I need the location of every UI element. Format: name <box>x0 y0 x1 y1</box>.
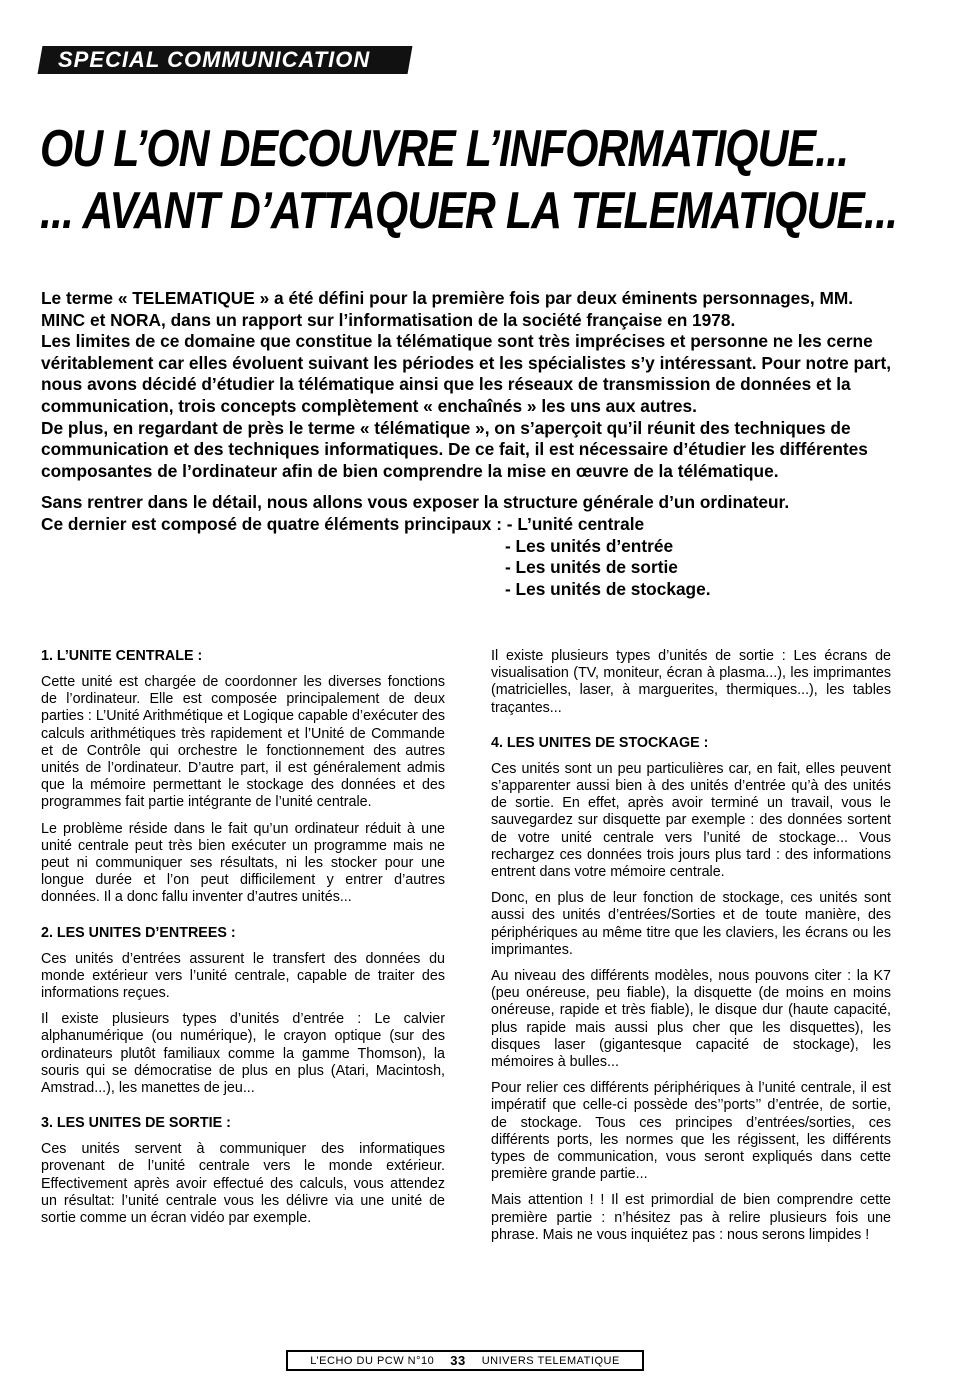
article-column-right <box>491 648 891 1253</box>
body-paragraph: Au niveau des différents modèles, nous pouvons citer : la K7 (peu onéreuse, peu fiable), la disquette (de moins en moins onéreuse, rapide et très fiable), le disque dur (haute capacité, plus rapide mais aussi plus cher que les disquettes), les disques laser (gigantesque capacité de stockage), les mémoires à bulles... <box>491 968 891 1071</box>
intro-paragraph-2: Les limites de ce domaine que constitue la télématique sont très imprécises et personne ne les cerne véritablement car elles évoluent suivant les périodes et les spécialistes s’y intéressant. Pour notre part, nous avons décidé d’étudier la télématique ainsi que les réseaux de transmission de données et la communication, trois concepts complètement « enchaînés » les uns aux autres. <box>41 331 892 416</box>
section-tag-label: SPECIAL COMMUNICATION <box>58 47 371 72</box>
body-paragraph: Ces unités servent à communiquer des informatiques provenant de l’unité centrale vers le monde extérieur. Effectivement après avoir effectué des calculs, vous attendez un résultat: l’unité centrale vous les délivre via une unité de sortie comme un écran vidéo par exemple. <box>41 1141 445 1227</box>
intro-list-item: - Les unités d’entrée <box>505 535 674 556</box>
intro-list-item: - Les unités de stockage. <box>505 578 711 599</box>
article-column-left <box>41 648 445 1236</box>
intro-block <box>41 288 901 600</box>
page-title-line-1: OU L’ON DECOUVRE L’INFORMATIQUE... <box>40 120 849 178</box>
section-heading-unites-stockage: 4. LES UNITES DE STOCKAGE : <box>491 734 709 751</box>
intro-paragraph-4: Sans rentrer dans le détail, nous allons vous exposer la structure générale d’un ordinateur. <box>41 492 790 513</box>
intro-paragraph-3: De plus, en regardant de près le terme « télématique », on s’aperçoit qu’il réunit des techniques de communication et des techniques informatiques. De ce fait, il est nécessaire d’étudier les différentes composantes de l’ordinateur afin de bien comprendre la mise en œuvre de la télématique. <box>41 417 868 481</box>
body-paragraph: Le problème réside dans le fait qu’un ordinateur réduit à une unité centrale peut très bien exécuter un programme mais ne peut ni communiquer ses résultats, ni les stocker pour une longue durée et l’on peut difficilement y entrer d’autres données. Il a donc fallu inventer d’autres unités... <box>41 820 445 906</box>
components-list <box>41 536 901 601</box>
intro-list-item: - L’unité centrale <box>506 513 645 534</box>
body-paragraph: Ces unités d’entrées assurent le transfert des données du monde extérieur vers l’unité centrale, capable de traiter des informations reçues. <box>41 950 445 1002</box>
intro-paragraph-5 <box>41 514 901 536</box>
section-tag <box>38 46 413 74</box>
page-title-line-2: ... AVANT D’ATTAQUER LA TELEMATIQUE... <box>40 182 898 240</box>
body-paragraph: Ces unités sont un peu particulières car, en fait, elles peuvent s’apparenter aussi bien à des unités d’entrée qu’à des unités de sortie. En effet, après avoir terminé un travail, vous le sauvegardez sur disquette par exemple : des données sortent de votre unité centrale vers l’unité de stockage... Vous rechargez ces données trois jours plus tard : des informations entrent dans votre mémoire centrale. <box>491 760 891 881</box>
body-paragraph: Il existe plusieurs types d’unités de sortie : Les écrans de visualisation (TV, moniteur, écran à plasma...), les imprimantes (matricielles, laser, à marguerites, thermiques...), les tables traçantes... <box>491 648 891 716</box>
body-paragraph: Pour relier ces différents périphériques à l’unité centrale, il est impératif que celle-ci possède des’’ports’’ d’entrée, de sortie, de stockage. Tous ces principes d’entrées/sorties, ces différents ports, les normes que les régissent, les différents types de communication, vous seront expliqués dans cette première grande partie... <box>491 1080 891 1183</box>
body-paragraph: Donc, en plus de leur fonction de stockage, ces unités sont aussi des unités d’entrées/Sorties et de toute manière, des périphériques au même titre que les claviers, les écrans ou les imprimantes. <box>491 890 891 958</box>
body-paragraph: Il existe plusieurs types d’unités d’entrée : Le calvier alphanumérique (ou numérique), le crayon optique (sur des ordinateurs plutôt familiaux comme la gamme Thomson), la souris qui se démocratise de plus en plus (Atari, Macintosh, Amstrad...), les manettes de jeu... <box>41 1011 445 1097</box>
page-footer <box>286 1350 644 1371</box>
page-number: 33 <box>450 1353 466 1368</box>
body-paragraph: Cette unité est chargée de coordonner les diverses fonctions de l’ordinateur. Elle est composée principalement de deux parties : L’Unité Arithmétique et Logique capable d’exécuter des calculs arithmétiques très rapidement et l’Unité de Commande et de Contrôle qui orchestre le fonctionnement des autres unités de l’ordinateur. D’autre part, il est généralement admis que la mémoire permettant le stockage des données et des programmes fait partie intégrante de l’unité centrale. <box>41 674 445 811</box>
intro-list-item: - Les unités de sortie <box>505 557 678 578</box>
footer-magazine: L’ECHO DU PCW N°10 <box>310 1354 435 1367</box>
section-heading-unites-sortie: 3. LES UNITES DE SORTIE : <box>41 1115 231 1132</box>
section-heading-unites-entrees: 2. LES UNITES D’ENTREES : <box>41 924 236 941</box>
intro-paragraph-1: Le terme « TELEMATIQUE » a été défini pour la première fois par deux éminents personnages, MM. MINC et NORA, dans un rapport sur l’informatisation de la société française en 1978. <box>41 288 854 330</box>
page-title <box>40 118 926 242</box>
intro-list-lead: Ce dernier est composé de quatre éléments principaux : <box>41 513 502 534</box>
section-heading-unite-centrale: 1. L’UNITE CENTRALE : <box>41 648 203 664</box>
footer-rubric: UNIVERS TELEMATIQUE <box>481 1354 620 1367</box>
body-paragraph: Mais attention ! ! Il est primordial de bien comprendre cette première partie : n’hésitez pas à relire plusieurs fois une phrase. Mais ne vous inquiétez pas : nous serons limpides ! <box>491 1192 891 1243</box>
